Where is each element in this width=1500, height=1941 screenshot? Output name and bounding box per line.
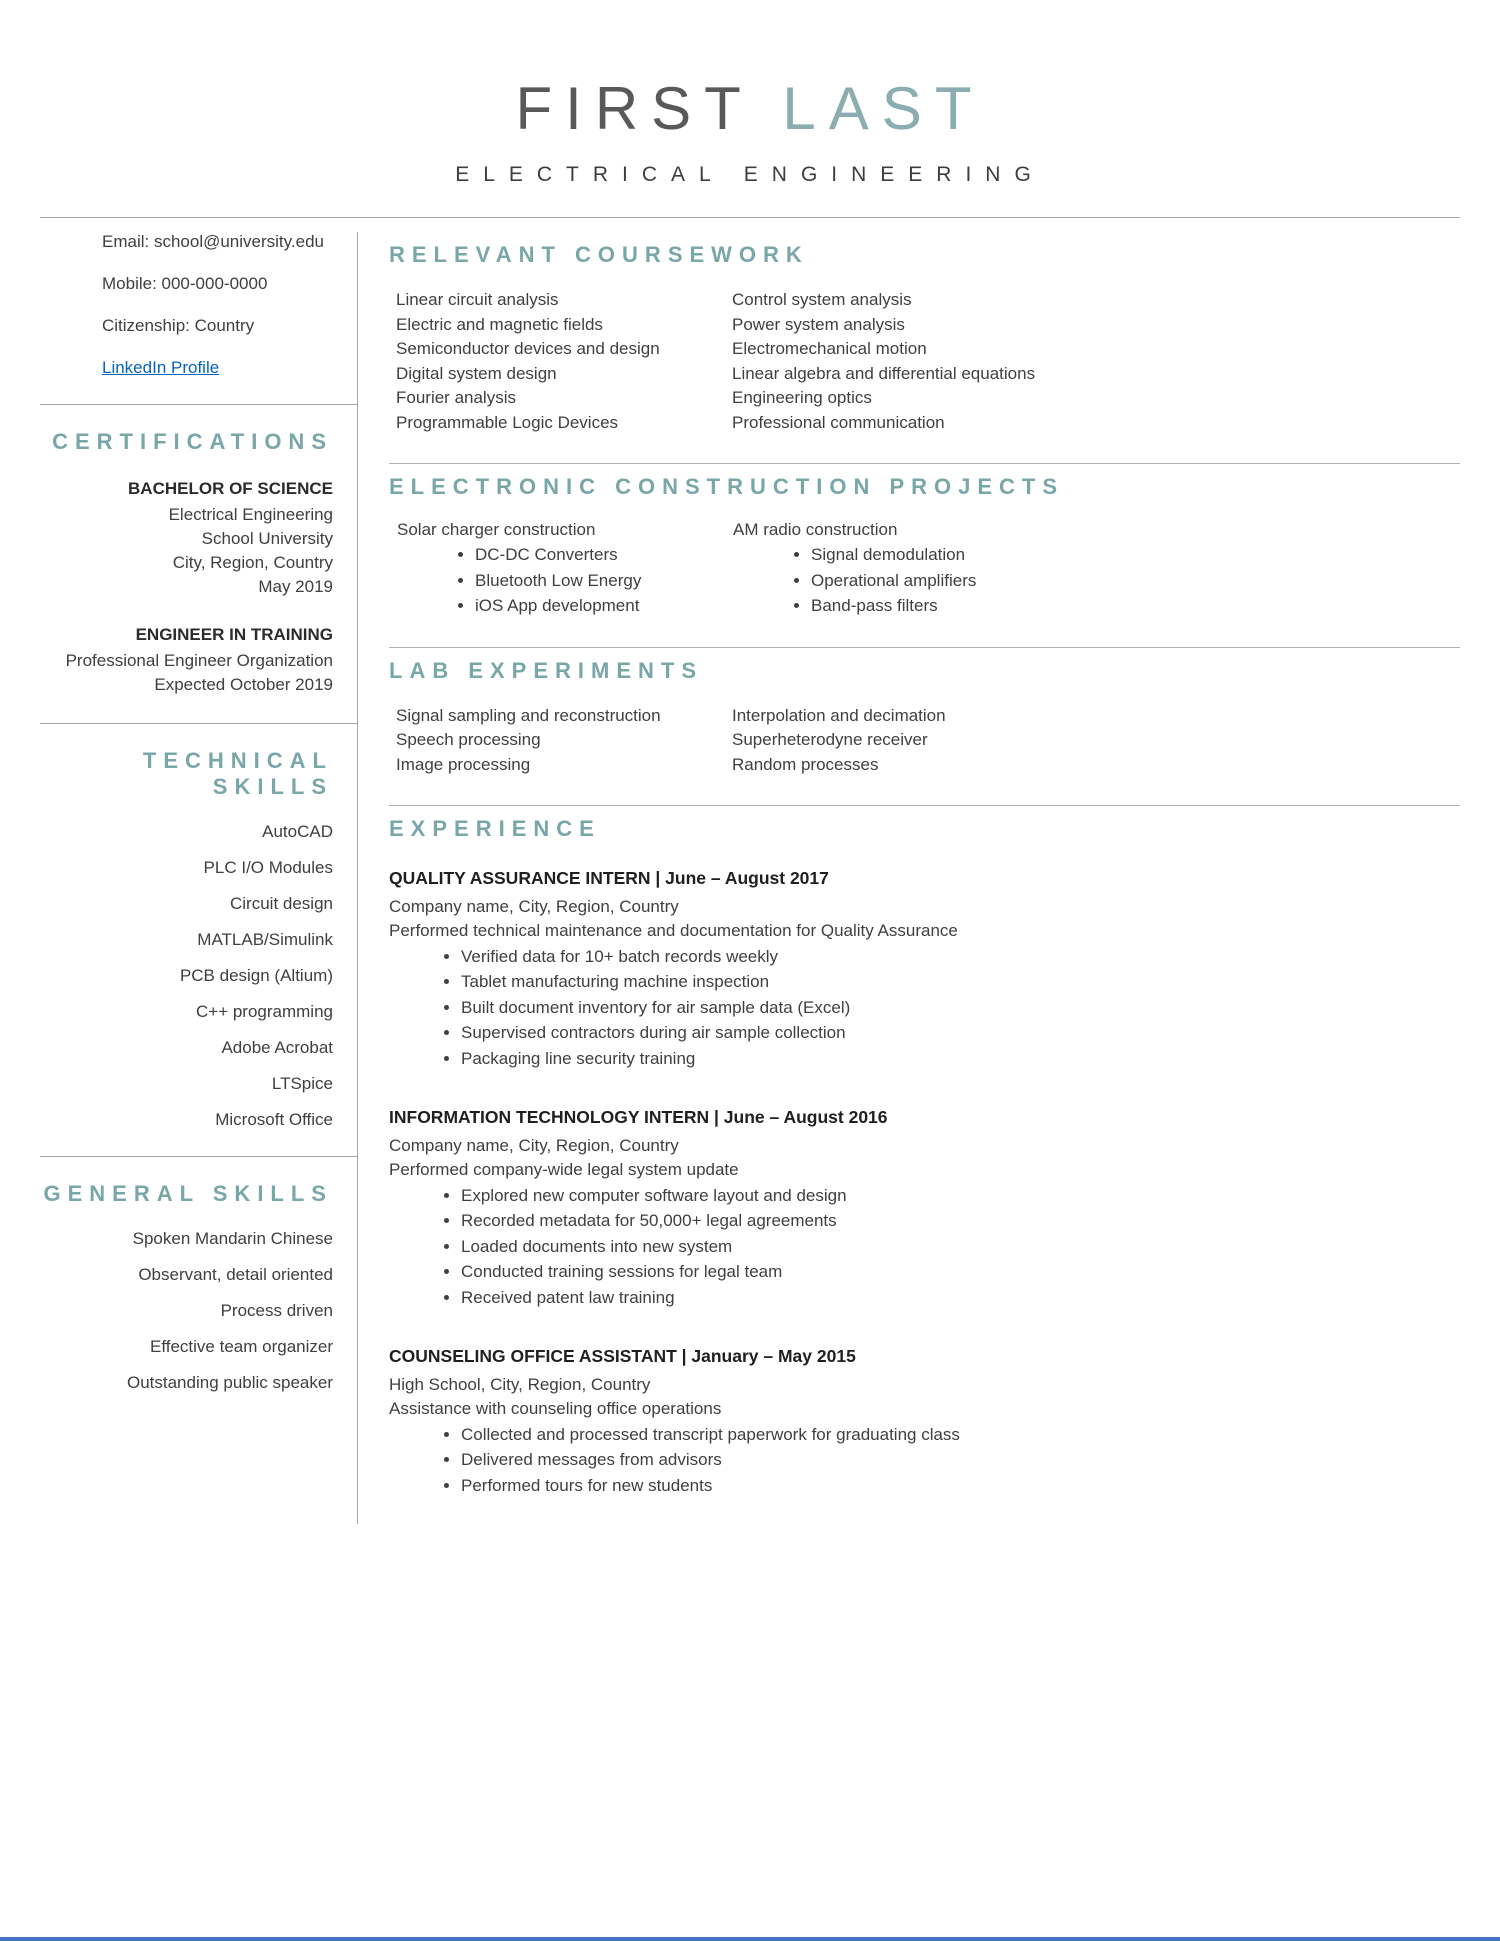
coursework-item: Control system analysis — [732, 290, 912, 309]
job-title: INFORMATION TECHNOLOGY INTERN | June – August 2016 — [389, 1107, 888, 1127]
technical-skills-section — [40, 748, 357, 1130]
project-title: AM radio construction — [733, 520, 898, 539]
general-skills-section — [40, 1181, 357, 1393]
skill-item: Outstanding public speaker — [126, 1373, 333, 1392]
section-divider — [389, 805, 1460, 806]
project-bullet: • DC-DC Converters — [475, 542, 725, 568]
header — [0, 0, 1500, 187]
project-bullet: • Operational amplifiers — [811, 568, 1460, 594]
coursework-item: Fourier analysis — [396, 388, 516, 407]
coursework-list-left — [389, 288, 725, 435]
left-divider — [40, 1156, 357, 1157]
project-title: Solar charger construction — [397, 520, 596, 539]
skill-item: Effective team organizer — [150, 1337, 333, 1356]
certification-line: Expected October 2019 — [154, 675, 333, 694]
contact-email: Email: school@university.edu — [102, 232, 324, 251]
section-divider — [389, 463, 1460, 464]
contact-citizenship: Citizenship: Country — [102, 316, 255, 335]
lab-item: Interpolation and decimation — [732, 705, 946, 725]
project-bullets — [389, 542, 725, 619]
coursework-item: Professional communication — [732, 412, 945, 432]
coursework-columns — [389, 288, 1460, 435]
job-title: COUNSELING OFFICE ASSISTANT | January – May 2015 — [389, 1346, 856, 1366]
skill-item: PLC I/O Modules — [203, 858, 333, 877]
skill-item: Adobe Acrobat — [221, 1038, 333, 1057]
job-summary: Assistance with counseling office operations — [389, 1399, 722, 1418]
skill-item: Microsoft Office — [215, 1110, 333, 1129]
job-bullets — [389, 1422, 1460, 1499]
skill-item: Observant, detail oriented — [138, 1265, 333, 1284]
skill-item: LTSpice — [271, 1074, 333, 1093]
coursework-item: Electric and magnetic fields — [396, 314, 603, 334]
project-bullets — [725, 542, 1460, 619]
certification-title: BACHELOR OF SCIENCE — [128, 479, 333, 498]
skill-item: Spoken Mandarin Chinese — [132, 1229, 333, 1248]
project-bullet: • Signal demodulation — [811, 542, 1460, 568]
lab-list-right — [725, 704, 1460, 778]
linkedin-link[interactable]: LinkedIn Profile — [102, 358, 220, 377]
left-divider — [40, 404, 357, 405]
experience-heading: EXPERIENCE — [389, 816, 601, 841]
coursework-item: Power system analysis — [732, 314, 905, 334]
certification-line: School University — [201, 529, 333, 548]
certification-line: City, Region, Country — [172, 553, 333, 572]
certification-line: Electrical Engineering — [168, 505, 333, 524]
footer-accent-rule — [0, 1937, 1500, 1941]
job-bullet: • Supervised contractors during air sample collection — [461, 1020, 1460, 1046]
lab-item: Speech processing — [396, 730, 541, 749]
project-entry — [725, 520, 1460, 619]
lab-section — [389, 658, 1460, 778]
job-summary: Performed company-wide legal system update — [389, 1160, 739, 1179]
general-skills-heading: GENERAL SKILLS — [43, 1181, 333, 1206]
projects-heading: ELECTRONIC CONSTRUCTION PROJECTS — [389, 474, 1065, 499]
job-org: High School, City, Region, Country — [389, 1374, 651, 1394]
lab-item: Image processing — [396, 754, 531, 774]
coursework-item: Digital system design — [396, 363, 557, 383]
coursework-item: Engineering optics — [732, 388, 872, 407]
project-bullet: • Band-pass filters — [811, 593, 1460, 619]
project-entry — [389, 520, 725, 619]
job-bullet: • Performed tours for new students — [461, 1473, 1460, 1499]
name — [0, 74, 1500, 143]
lab-item: Superheterodyne receiver — [732, 730, 928, 749]
right-column — [358, 218, 1500, 1498]
project-bullet: • Bluetooth Low Energy — [475, 568, 725, 594]
left-divider — [40, 723, 357, 724]
job-title: QUALITY ASSURANCE INTERN | June – August 2017 — [389, 868, 829, 888]
skill-item: C++ programming — [195, 1002, 333, 1021]
job-bullet: • Delivered messages from advisors — [461, 1447, 1460, 1473]
job-bullet: • Recorded metadata for 50,000+ legal agreements — [461, 1208, 1460, 1234]
certification-entry — [40, 477, 333, 599]
lab-item: Signal sampling and reconstruction — [396, 705, 661, 725]
job-entry — [389, 1105, 1460, 1310]
columns — [0, 218, 1500, 1524]
contact-mobile: Mobile: 000-000-0000 — [102, 274, 268, 293]
skill-item: PCB design (Altium) — [179, 966, 333, 985]
coursework-item: Electromechanical motion — [732, 339, 927, 358]
job-bullet: • Received patent law training — [461, 1285, 1460, 1311]
job-bullet: • Tablet manufacturing machine inspection — [461, 969, 1460, 995]
skill-item: MATLAB/Simulink — [197, 930, 333, 949]
lab-columns — [389, 704, 1460, 778]
lab-item: Random processes — [732, 754, 879, 774]
project-bullet: • iOS App development — [475, 593, 725, 619]
job-bullet: • Explored new computer software layout and design — [461, 1183, 1460, 1209]
skill-item: Process driven — [220, 1301, 333, 1320]
experience-section — [389, 816, 1460, 1498]
certification-entry — [40, 623, 333, 697]
coursework-list-right — [725, 288, 1460, 435]
coursework-section — [389, 242, 1460, 435]
lab-heading: LAB EXPERIMENTS — [389, 657, 704, 683]
job-entry — [389, 866, 1460, 1071]
technical-skills-list — [40, 822, 333, 1130]
job-entry — [389, 1344, 1460, 1498]
contact-block — [40, 232, 357, 378]
certification-line: May 2019 — [258, 577, 333, 596]
job-summary: Performed technical maintenance and documentation for Quality Assurance — [389, 921, 958, 940]
projects-section — [389, 474, 1460, 619]
coursework-item: Semiconductor devices and design — [396, 339, 660, 358]
skill-item: Circuit design — [230, 894, 333, 913]
general-skills-list — [40, 1229, 333, 1393]
job-org: Company name, City, Region, Country — [389, 1135, 679, 1155]
job-bullet: • Conducted training sessions for legal team — [461, 1259, 1460, 1285]
job-org: Company name, City, Region, Country — [389, 896, 679, 916]
job-bullet: • Packaging line security training — [461, 1046, 1460, 1072]
contact-linkedin-row — [40, 358, 357, 378]
certification-title: ENGINEER IN TRAINING — [135, 625, 333, 644]
left-column — [0, 218, 357, 1409]
section-divider — [389, 647, 1460, 648]
skill-item: AutoCAD — [262, 822, 333, 841]
job-bullet: • Verified data for 10+ batch records weekly — [461, 944, 1460, 970]
first-name: FIRST — [515, 75, 753, 142]
certifications-heading: CERTIFICATIONS — [52, 429, 333, 454]
certifications-section — [40, 429, 357, 697]
subtitle: ELECTRICAL ENGINEERING — [455, 163, 1045, 186]
job-bullet: • Collected and processed transcript paperwork for graduating class — [461, 1422, 1460, 1448]
job-bullets — [389, 1183, 1460, 1311]
certification-line: Professional Engineer Organization — [65, 651, 333, 670]
projects-columns — [389, 520, 1460, 619]
coursework-item: Programmable Logic Devices — [396, 412, 619, 432]
technical-skills-heading: TECHNICAL SKILLS — [142, 748, 333, 799]
lab-list-left — [389, 704, 725, 778]
coursework-item: Linear algebra and differential equations — [732, 363, 1036, 383]
last-name: LAST — [782, 75, 985, 142]
job-bullets — [389, 944, 1460, 1072]
job-bullet: • Loaded documents into new system — [461, 1234, 1460, 1260]
job-bullet: • Built document inventory for air sample data (Excel) — [461, 995, 1460, 1021]
coursework-heading: RELEVANT COURSEWORK — [389, 242, 809, 267]
coursework-item: Linear circuit analysis — [396, 290, 559, 309]
